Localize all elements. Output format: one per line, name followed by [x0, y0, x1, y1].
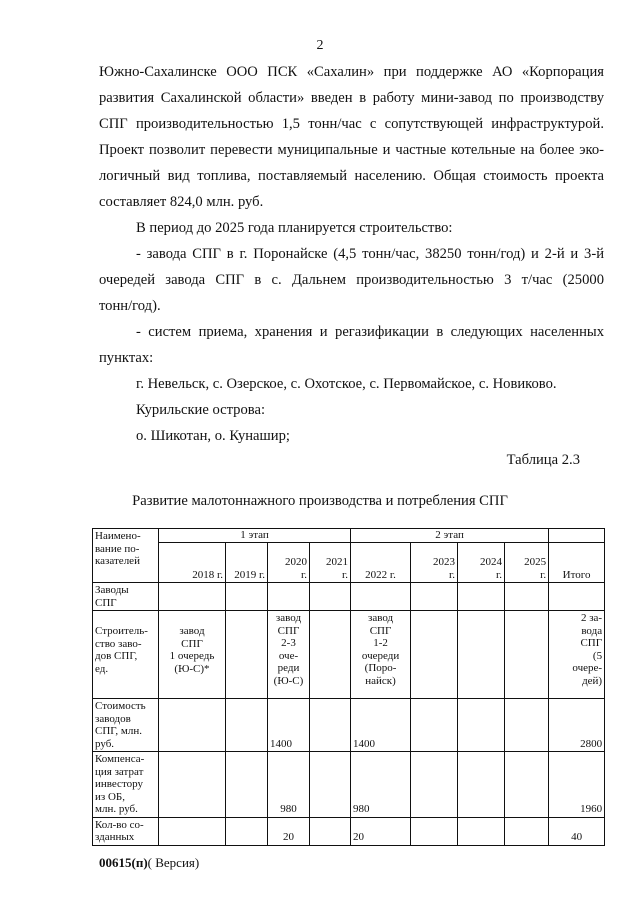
paragraph-line: развития Сахалинской области» введен в работу мини-завод по производству — [99, 90, 604, 106]
paragraph-line: - систем приема, хранения и регазификации в следующих населенных — [136, 324, 604, 340]
table-cell — [159, 752, 226, 818]
table-number: Таблица 2.3 — [506, 452, 580, 468]
table-cell — [226, 817, 268, 845]
table-row — [93, 752, 605, 818]
table-cell: завод СПГ 2-3 оче- реди (Ю-С) — [268, 611, 310, 699]
table-cell: 20 — [351, 817, 411, 845]
table-cell — [411, 611, 458, 699]
table-cell — [505, 583, 549, 611]
paragraph-line: Курильские острова: — [136, 402, 265, 418]
paragraph-line: - завода СПГ в г. Поронайске (4,5 тонн/час, 38250 тонн/год) и 2-й и 3-й — [136, 246, 604, 262]
paragraph-line: г. Невельск, с. Озерское, с. Охотское, с. Первомайское, с. Новиково. — [136, 376, 557, 392]
table-cell — [505, 752, 549, 818]
year-header: 2022 г. — [351, 543, 411, 583]
table-cell — [505, 817, 549, 845]
paragraph-line: составляет 824,0 млн. руб. — [99, 194, 264, 210]
table-cell: 980 — [268, 752, 310, 818]
table-caption: Развитие малотоннажного производства и потребления СПГ — [132, 493, 508, 509]
paragraph-line: Южно-Сахалинске ООО ПСК «Сахалин» при поддержке АО «Корпорация — [99, 64, 604, 80]
year-header: 2020 г. — [268, 543, 310, 583]
footer-version: ( Версия) — [147, 855, 200, 870]
paragraph-line: В период до 2025 года планируется строительство: — [136, 220, 453, 236]
table-cell — [226, 699, 268, 752]
table-cell — [226, 583, 268, 611]
table-cell — [310, 583, 351, 611]
table-cell: 40 — [549, 817, 605, 845]
table-row — [93, 611, 605, 699]
table-cell: 1960 — [549, 752, 605, 818]
row-label: Стоимость заводов СПГ, млн. руб. — [93, 699, 159, 752]
table-cell — [226, 752, 268, 818]
year-header: 2019 г. — [226, 543, 268, 583]
table-cell — [458, 583, 505, 611]
table-cell — [310, 699, 351, 752]
total-header: Итого — [549, 543, 605, 583]
year-header: 2025 г. — [505, 543, 549, 583]
table-cell — [310, 752, 351, 818]
paragraph-line: СПГ производительностью 1,5 тонн/час с сопутствующей инфраструктурой. — [99, 116, 604, 132]
year-header: 2021 г. — [310, 543, 351, 583]
table-cell: завод СПГ 1 очередь (Ю-С)* — [159, 611, 226, 699]
table-cell — [549, 583, 605, 611]
stage-1-header: 1 этап — [159, 529, 351, 543]
table-cell: завод СПГ 1-2 очереди (Поро- найск) — [351, 611, 411, 699]
table-header-indicator: Наимено- вание по- казателей — [93, 529, 159, 583]
table-cell — [458, 699, 505, 752]
year-header: 2024 г. — [458, 543, 505, 583]
paragraph-line: очередей завода СПГ в с. Дальнем производительностью 3 т/час (25000 — [99, 272, 604, 288]
table-cell — [226, 611, 268, 699]
paragraph-line: о. Шикотан, о. Кунашир; — [136, 428, 290, 444]
row-label: Компенса- ция затрат инвестору из ОБ, млн. руб. — [93, 752, 159, 818]
stage-blank-header — [549, 529, 605, 543]
table-cell — [310, 611, 351, 699]
table-cell — [505, 611, 549, 699]
table-cell — [159, 699, 226, 752]
page-number: 2 — [316, 38, 324, 53]
stage-2-header: 2 этап — [351, 529, 549, 543]
footer — [99, 855, 199, 871]
table-row — [93, 699, 605, 752]
paragraph-line: Проект позволит перевести муниципальные и частные котельные на более эко- — [99, 142, 604, 158]
table-cell: 2 за- вода СПГ (5 очере- дей) — [549, 611, 605, 699]
table-cell — [458, 611, 505, 699]
table-cell — [411, 583, 458, 611]
table-cell — [268, 583, 310, 611]
row-label: Строитель- ство заво- дов СПГ, ед. — [93, 611, 159, 699]
table-row — [93, 583, 605, 611]
year-header: 2023 г. — [411, 543, 458, 583]
paragraph-line: логичный вид топлива, поставляемый населению. Общая стоимость проекта — [99, 168, 604, 184]
paragraph-line: тонн/год). — [99, 298, 161, 314]
table-cell: 1400 — [268, 699, 310, 752]
table-cell — [310, 817, 351, 845]
table-cell — [159, 817, 226, 845]
table-cell — [159, 583, 226, 611]
table-cell — [458, 752, 505, 818]
table-cell — [505, 699, 549, 752]
row-label: Заводы СПГ — [93, 583, 159, 611]
table-cell — [351, 583, 411, 611]
table-cell — [411, 817, 458, 845]
footer-code: 00615(п) — [99, 855, 148, 870]
table-cell: 1400 — [351, 699, 411, 752]
table-cell: 980 — [351, 752, 411, 818]
table-cell: 2800 — [549, 699, 605, 752]
table-cell — [458, 817, 505, 845]
table-cell — [411, 699, 458, 752]
table-cell — [411, 752, 458, 818]
paragraph-line: пунктах: — [99, 350, 154, 366]
table-row — [93, 817, 605, 845]
data-table — [92, 528, 605, 846]
year-header: 2018 г. — [159, 543, 226, 583]
table-cell: 20 — [268, 817, 310, 845]
row-label: Кол-во со- зданных — [93, 817, 159, 845]
